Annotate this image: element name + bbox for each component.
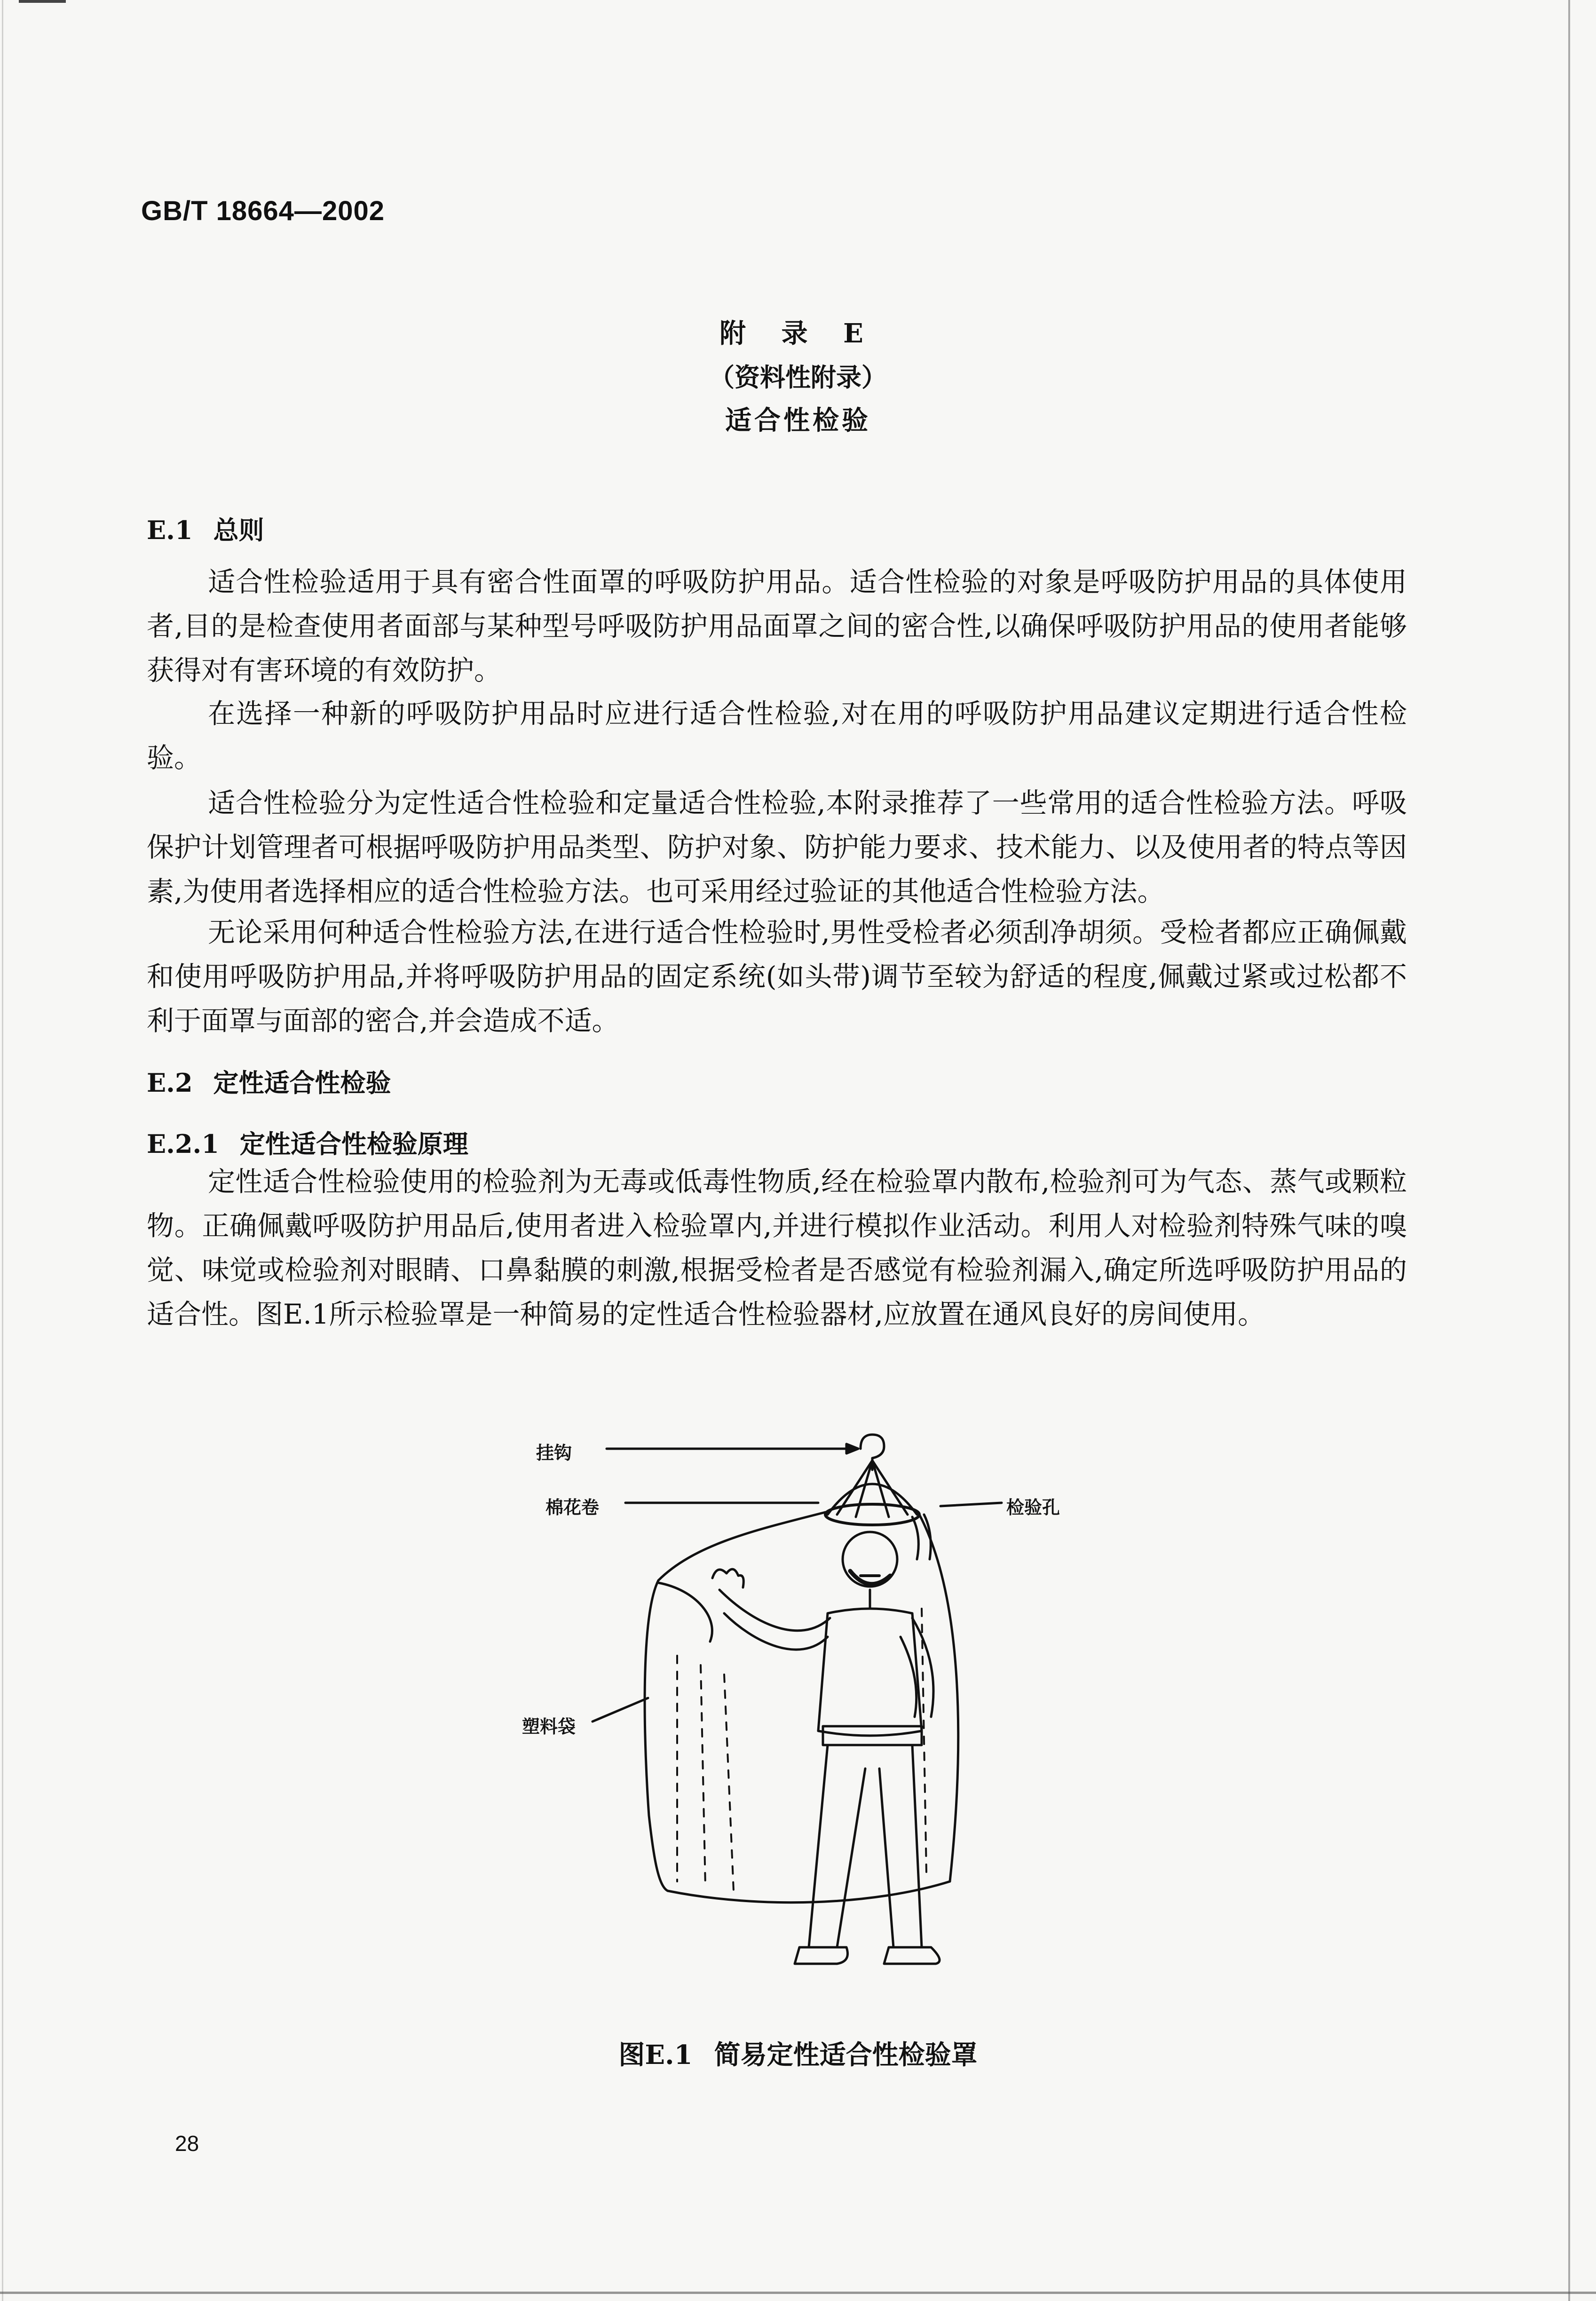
paragraph: 在选择一种新的呼吸防护用品时应进行适合性检验,对在用的呼吸防护用品建议定期进行适合性检验。: [147, 698, 1407, 774]
label-cotton-roll: 棉花卷: [545, 1497, 600, 1518]
label-hook: 挂钩: [536, 1442, 572, 1463]
appendix-type: （资料性附录）: [709, 362, 887, 392]
section-number: E.2: [147, 1068, 193, 1098]
section-number: E.1: [147, 515, 193, 545]
figure-title: 简易定性适合性检验罩: [714, 2039, 978, 2071]
scan-corner-mark: [19, 0, 66, 3]
paragraph: 适合性检验适用于具有密合性面罩的呼吸防护用品。适合性检验的对象是呼吸防护用品的具体使用者,目的是检查使用者面部与某种型号呼吸防护用品面罩之间的密合性,以确保呼吸防护用品的使用者能够获得对有害环境的有效防护。: [147, 566, 1407, 686]
standard-id: GB/T 18664—2002: [141, 196, 385, 226]
paragraph: 定性适合性检验使用的检验剂为无毒或低毒性物质,经在检验罩内散布,检验剂可为气态、蒸气或颗粒物。正确佩戴呼吸防护用品后,使用者进入检验罩内,并进行模拟作业活动。利用人对检验剂特殊气味的嗅觉、味觉或检验剂对眼睛、口鼻黏膜的刺激,根据受检者是否感觉有检验剂漏入,确定所选呼吸防护用品的适合性。图E.1所示检验罩是一种简易的定性适合性检验器材,应放置在通风良好的房间使用。: [147, 1166, 1407, 1330]
figure-number: 图E.1: [618, 2039, 693, 2071]
section-e1-heading: [147, 510, 264, 547]
appendix-title: 适合性检验: [725, 405, 871, 436]
paragraph: 适合性检验分为定性适合性检验和定量适合性检验,本附录推荐了一些常用的适合性检验方法。呼吸保护计划管理者可根据呼吸防护用品类型、防护对象、防护能力要求、技术能力、以及使用者的特点等因素,为使用者选择相应的适合性检验方法。也可采用经过验证的其他适合性检验方法。: [147, 787, 1407, 907]
label-plastic-bag: 塑料袋: [522, 1716, 576, 1737]
label-test-hole: 检验孔: [1006, 1497, 1060, 1518]
page-number: 28: [175, 2131, 199, 2156]
scan-edge-bottom: [0, 2292, 1596, 2294]
section-e21-heading: [147, 1124, 468, 1160]
section-title: 定性适合性检验原理: [239, 1129, 468, 1159]
section-e2-heading: [147, 1063, 391, 1099]
paragraph: 无论采用何种适合性检验方法,在进行适合性检验时,男性受检者必须刮净胡须。受检者都应正确佩戴和使用呼吸防护用品,并将呼吸防护用品的固定系统(如头带)调节至较为舒适的程度,佩戴过紧或过松都不利于面罩与面部的密合,并会造成不适。: [147, 916, 1407, 1037]
appendix-label: 附 录 E: [719, 318, 877, 349]
section-number: E.2.1: [147, 1129, 219, 1159]
section-title: 总则: [213, 515, 264, 545]
figure-e1: [498, 1420, 1082, 2008]
figure-caption: [0, 2034, 1596, 2072]
section-title: 定性适合性检验: [213, 1068, 391, 1098]
